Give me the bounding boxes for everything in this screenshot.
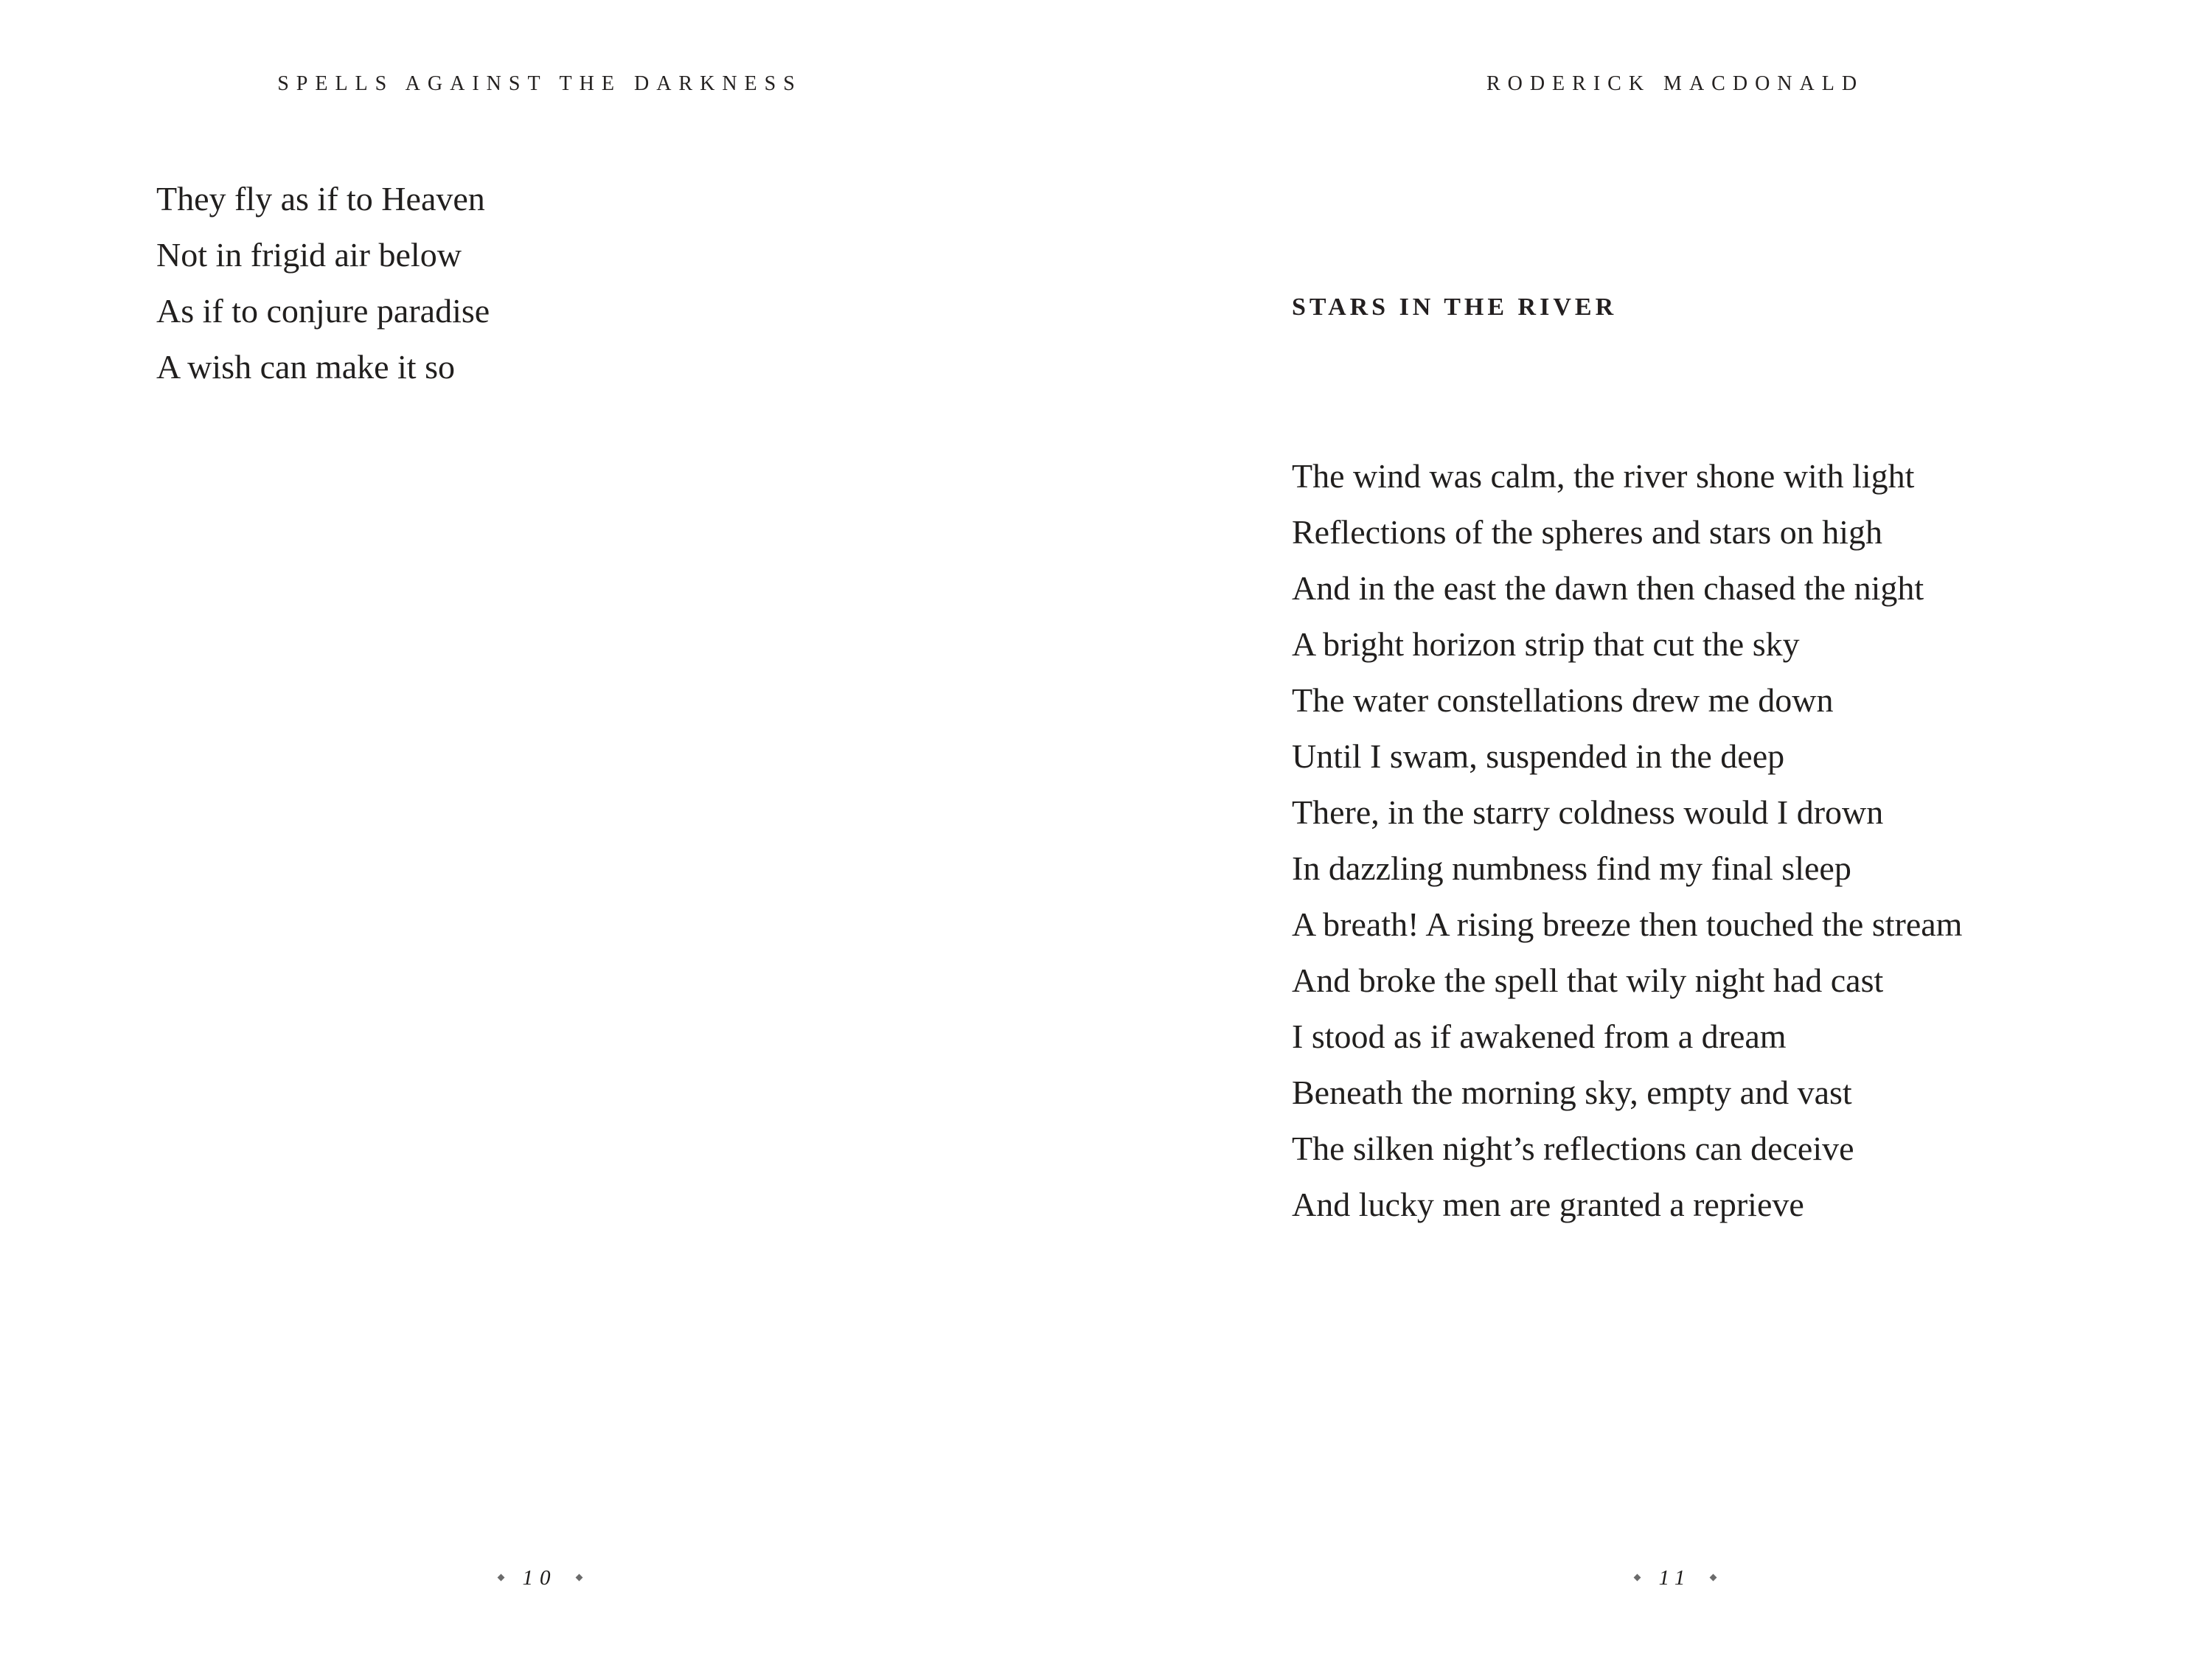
folio-diamond-icon: [575, 1574, 582, 1582]
running-head-left: SPELLS AGAINST THE DARKNESS: [277, 72, 802, 95]
poem-line: I stood as if awakened from a dream: [1292, 1018, 1787, 1055]
poem-line: They fly as if to Heaven: [156, 180, 485, 218]
poem-line: The wind was calm, the river shone with light: [1292, 457, 1915, 495]
page-number-value: 10: [522, 1566, 557, 1590]
poem-line: Beneath the morning sky, empty and vast: [1292, 1074, 1852, 1111]
poem-body: [1292, 448, 1962, 1233]
poem-line: And in the east the dawn then chased the night: [1292, 569, 1924, 607]
poem-line: And broke the spell that wily night had cast: [1292, 961, 1884, 999]
poem-line: Reflections of the spheres and stars on high: [1292, 513, 1882, 551]
poem-line: And lucky men are granted a reprieve: [1292, 1186, 1804, 1223]
poem-continuation: [156, 171, 490, 395]
poem-line: There, in the starry coldness would I drown: [1292, 793, 1884, 831]
poem-line: A breath! A rising breeze then touched the stream: [1292, 905, 1963, 943]
page-number-value: 11: [1658, 1566, 1692, 1590]
poem-line: Not in frigid air below: [156, 236, 462, 274]
poem-line: In dazzling numbness find my final sleep: [1292, 849, 1851, 887]
poem-line: As if to conjure paradise: [156, 292, 490, 330]
poem-line: The water constellations drew me down: [1292, 681, 1834, 719]
running-head-right: RODERICK MACDONALD: [1486, 72, 1865, 95]
poem-line: Until I swam, suspended in the deep: [1292, 737, 1785, 775]
folio-diamond-icon: [1633, 1574, 1641, 1582]
poem-line: The silken night’s reflections can deceive: [1292, 1130, 1854, 1167]
folio-diamond-icon: [497, 1574, 504, 1582]
poem-title: STARS IN THE RIVER: [1292, 293, 1618, 321]
poem-line: A wish can make it so: [156, 348, 455, 386]
poem-line: A bright horizon strip that cut the sky: [1292, 625, 1800, 663]
page-number-right: [1292, 1566, 2059, 1590]
page-number-left: [156, 1566, 923, 1590]
folio-diamond-icon: [1710, 1574, 1717, 1582]
